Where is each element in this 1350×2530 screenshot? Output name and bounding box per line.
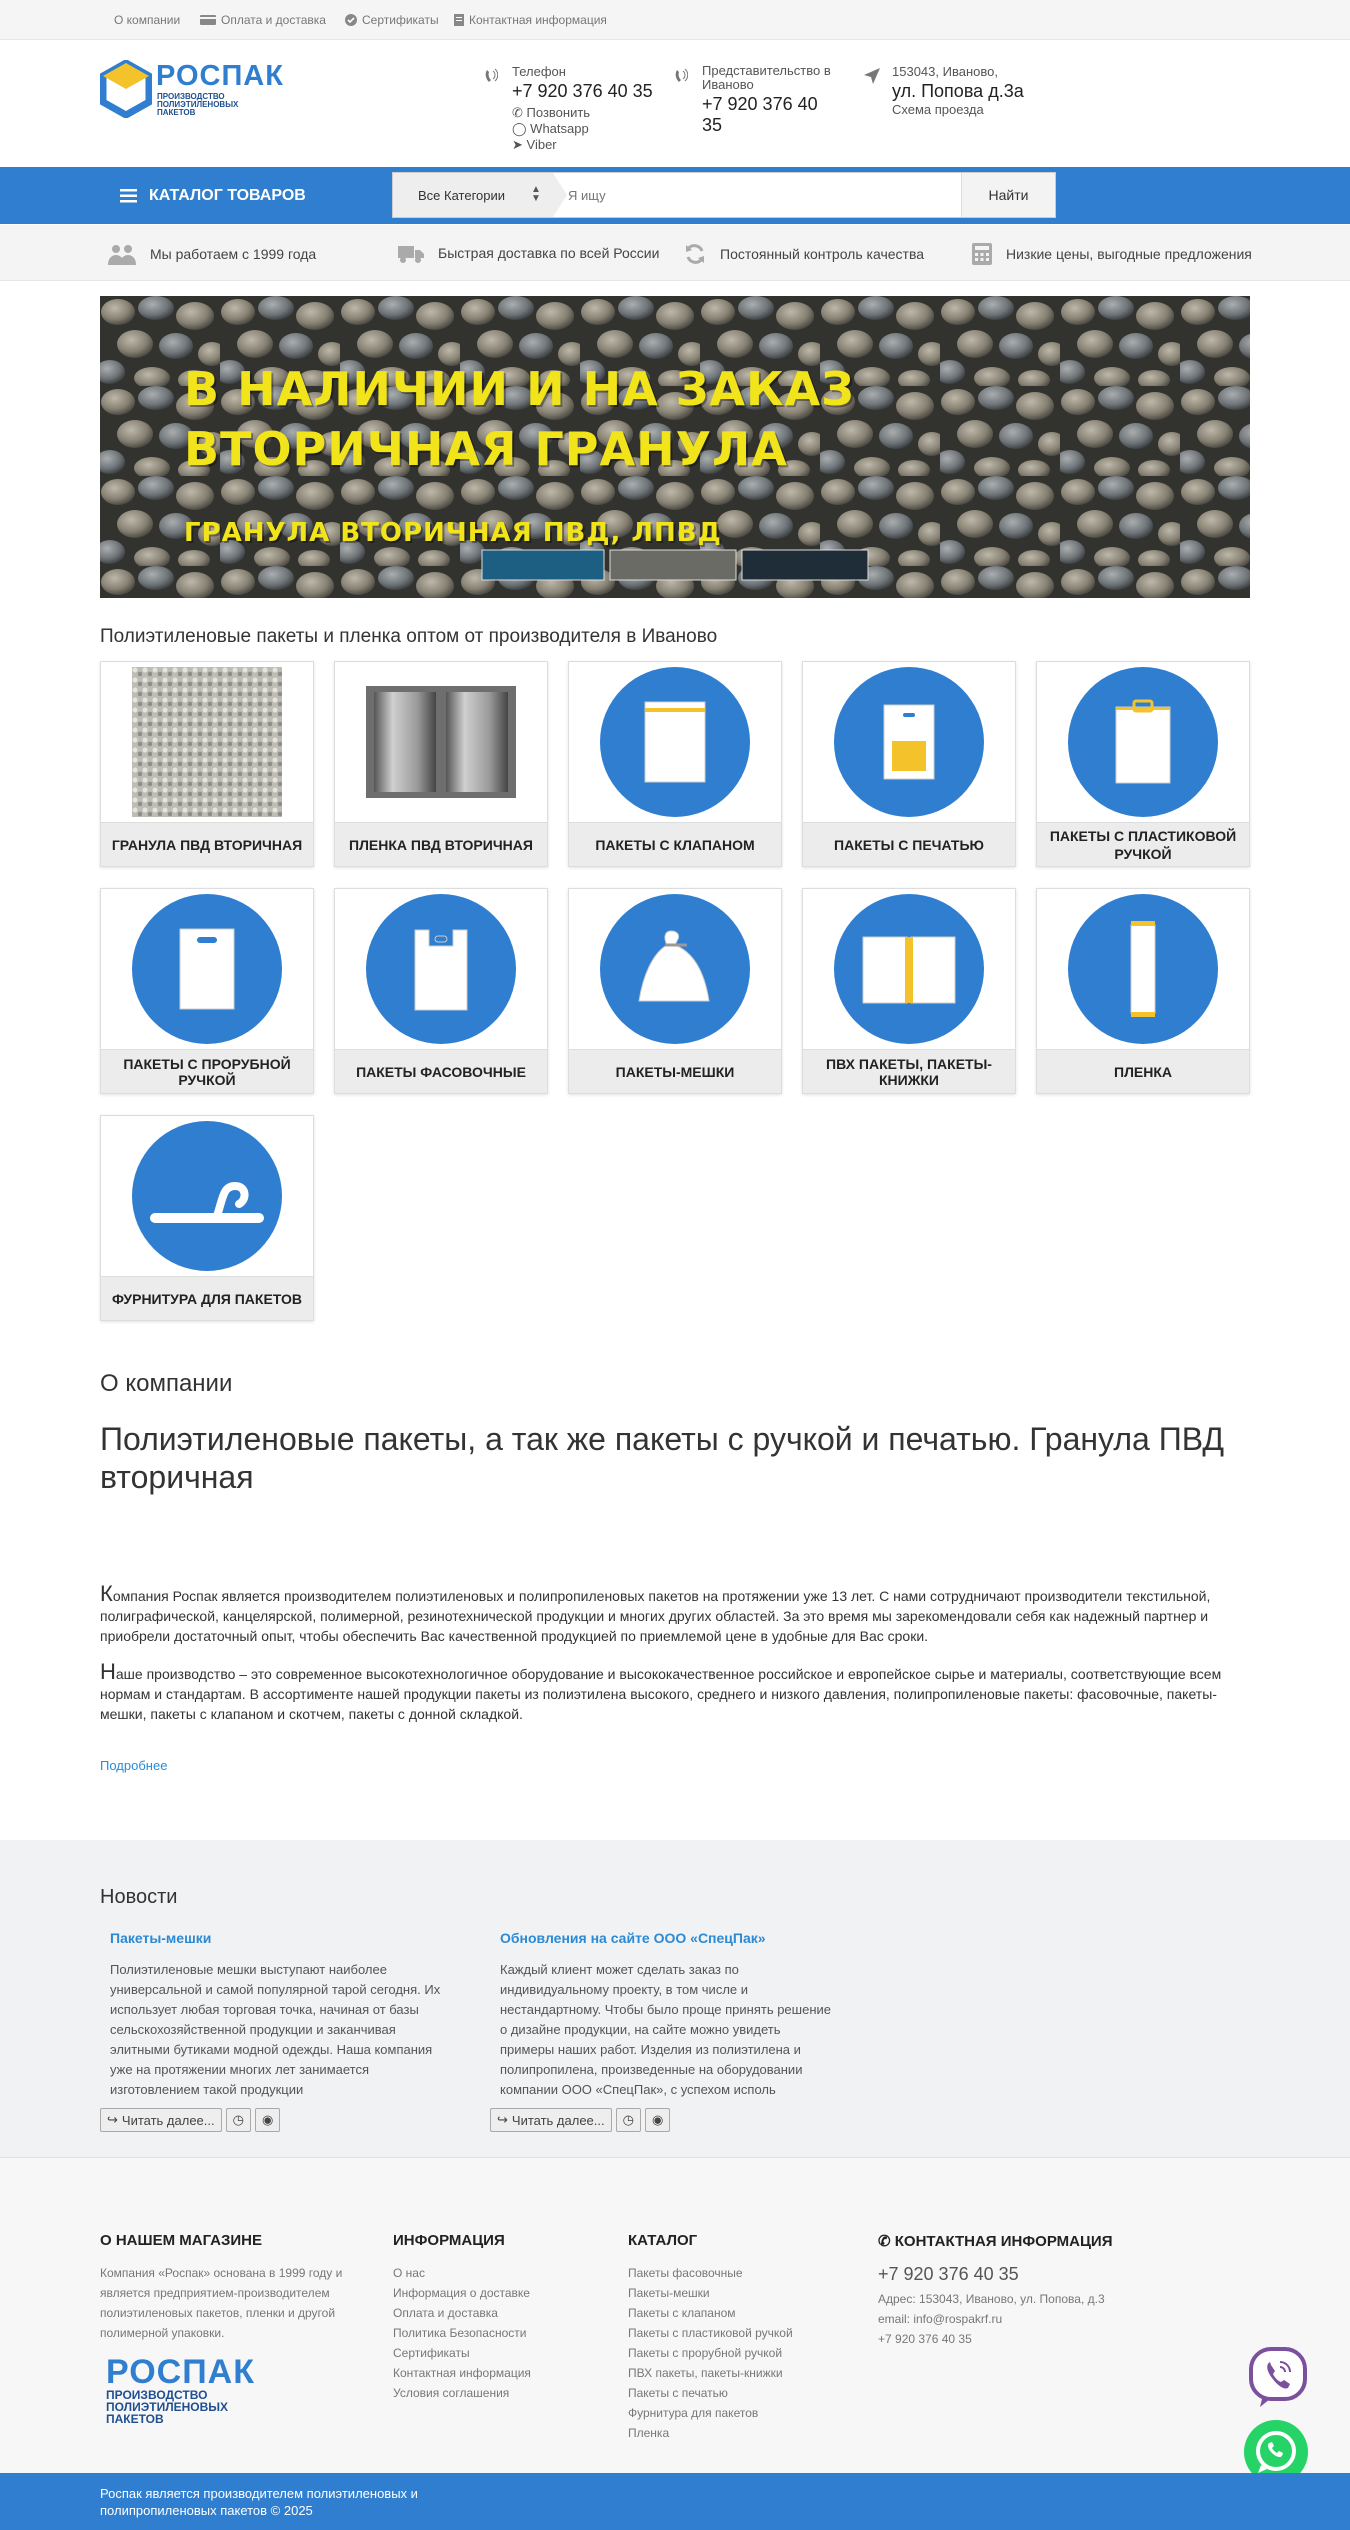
valve-bag-icon xyxy=(643,700,707,784)
feature-delivery-label: Быстрая доставка по всей России xyxy=(438,245,660,261)
date-button[interactable] xyxy=(226,2108,251,2132)
rep-label: Представительство в Иваново xyxy=(702,63,831,92)
news-section xyxy=(0,1840,1350,2158)
footer-catalog-link[interactable]: Пакеты с пластиковой ручкой xyxy=(628,2326,793,2340)
footer-logo-text: РОСПАК xyxy=(106,2353,255,2391)
dropcap-n: Н xyxy=(100,1659,116,1684)
whatsapp-link[interactable]: ◯ Whatsapp xyxy=(512,121,589,136)
header-phone-block xyxy=(484,64,653,153)
viber-float-button[interactable] xyxy=(1248,2346,1308,2408)
catalog-card-label: ПАКЕТЫ С ПЛАСТИКОВОЙ РУЧКОЙ xyxy=(1037,822,1249,866)
updown-chevron-icon: ▲ ▼ xyxy=(531,184,541,204)
phone-wave-icon xyxy=(674,68,688,84)
top-bar xyxy=(0,0,1350,40)
catalog-card-label: ПЛЕНКА ПВД ВТОРИЧНАЯ xyxy=(335,822,547,866)
about-subtitle: Полиэтиленовые пакеты, а так же пакеты с ручкой и печатью. Гранула ПВД вторичная xyxy=(100,1421,1224,1495)
footer-info-column xyxy=(393,2232,531,2403)
catalog-card-label: ПАКЕТЫ С ПЕЧАТЬЮ xyxy=(803,822,1015,866)
clock-icon: ◷ xyxy=(232,2112,244,2127)
catalog-card-cutout-handle[interactable] xyxy=(100,888,314,1094)
footer-catalog-link[interactable]: Пленка xyxy=(628,2426,670,2440)
catalog-card-label: ПАКЕТЫ С КЛАПАНОМ xyxy=(569,822,781,866)
feature-delivery xyxy=(398,243,659,263)
banner-headline-1: В НАЛИЧИИ И НА ЗАКАЗ xyxy=(184,362,855,416)
header-address-block xyxy=(864,64,1024,117)
news-item-actions xyxy=(100,2108,280,2132)
footer-contact-address: Адрес: 153043, Иваново, ул. Попова, д.3 xyxy=(878,2292,1105,2306)
feature-since-1999-label: Мы работаем с 1999 года xyxy=(150,246,317,262)
calculator-icon xyxy=(972,243,992,265)
footer-catalog-link[interactable]: Пакеты-мешки xyxy=(628,2286,710,2300)
call-link-label: Позвонить xyxy=(526,105,591,120)
site-logo[interactable] xyxy=(100,60,284,118)
views-button[interactable] xyxy=(255,2108,280,2132)
about-title: О компании xyxy=(100,1370,233,1397)
route-link[interactable]: Схема проезда xyxy=(892,102,984,117)
catalog-card-valve-bags[interactable] xyxy=(568,661,782,867)
viber-link[interactable]: ➤ Viber xyxy=(512,137,557,152)
phone-wave-icon xyxy=(484,68,498,84)
logo-hexagon-icon xyxy=(100,60,152,118)
select-arrow-shape xyxy=(553,173,567,217)
about-paragraph-1 xyxy=(100,1581,1250,1646)
check-circle-icon xyxy=(345,14,357,26)
catalog-card-film[interactable] xyxy=(1036,888,1250,1094)
catalog-card-label: ПАКЕТЫ С ПРОРУБНОЙ РУЧКОЙ xyxy=(101,1049,313,1093)
document-icon xyxy=(454,14,464,26)
about-paragraph-2-text: аше производство – это современное высокотехнологичное оборудование и высококачественное российское и европейское сырье и материалы, соответствующие всем нормам и стандартам. В ассортименте нашей продукции пакеты из полиэтилена высокого, среднего и низкого давления, полипропиленовые пакеты: фасовочные, пакеты-мешки, пакеты с клапаном и скотчем, пакеты с донной складкой. xyxy=(100,1666,1222,1722)
read-more-button[interactable] xyxy=(490,2108,612,2132)
footer-info-link[interactable]: Политика Безопасности xyxy=(393,2326,527,2340)
footer-info-link[interactable]: Сертификаты xyxy=(393,2346,470,2360)
catalog-card-packing-bags[interactable] xyxy=(334,888,548,1094)
catalog-card-sacks[interactable] xyxy=(568,888,782,1094)
truck-icon xyxy=(398,243,424,263)
printed-bag-icon xyxy=(882,703,936,781)
date-button[interactable] xyxy=(616,2108,641,2132)
sack-icon xyxy=(631,927,719,1011)
copyright-bar xyxy=(0,2473,1350,2530)
phone-label: Телефон xyxy=(512,64,566,79)
top-link-payment-label: Оплата и доставка xyxy=(221,13,326,27)
footer-info-link[interactable]: Условия соглашения xyxy=(393,2386,510,2400)
news-item-text: Полиэтиленовые мешки выступают наиболее универсальной и самой популярной тарой сегодня. Их использует любая торговая точка, начиная от базы сельскохозяйственной продукции и заканчивая элитными бутиками модной одежды. Наша компания уже на протяжении многих лет занимается изготовлением такой продукции xyxy=(110,1962,441,2097)
footer-info-link[interactable]: Информация о доставке xyxy=(393,2286,530,2300)
about-paragraph-1-text: омпания Роспак является производителем полиэтиленовых и полипропиленовых пакетов на протяжении уже 13 лет. С нами сотрудничают производители текстильной, полиграфической, канцелярской, полимерной, резинотехнической продукции и многих других областей. За это время мы зарекомендовали себя как надежный партнер и приобрели достаточный опыт, чтобы обеспечить Вас качественной продукцией по приемлемой цене в удобные для Вас сроки. xyxy=(100,1588,1211,1644)
news-item-title[interactable]: Пакеты-мешки xyxy=(110,1930,212,1946)
catalog-menu-label: КАТАЛОГ ТОВАРОВ xyxy=(149,186,306,204)
news-item xyxy=(100,1930,445,2100)
views-button[interactable] xyxy=(645,2108,670,2132)
top-link-certs[interactable] xyxy=(345,13,439,27)
footer-catalog-column xyxy=(628,2232,793,2443)
footer-info-link[interactable]: О нас xyxy=(393,2266,425,2280)
catalog-card-print-bags[interactable] xyxy=(802,661,1016,867)
news-item xyxy=(490,1930,835,2100)
news-item-text: Каждый клиент может сделать заказ по индивидуальному проекту, в том числе и нестандартному. Чтобы было проще принять решение о дизайне продукции, на сайте можно увидеть примеры наших работ. Изделия из полиэтилена и полипропилена, произведенные на оборудовании компании ООО «СпецПак», с успехом исполь xyxy=(500,1962,831,2097)
film-rolls-photo xyxy=(366,686,516,798)
catalog-card-label: ФУРНИТУРА ДЛЯ ПАКЕТОВ xyxy=(101,1276,313,1320)
footer-catalog-link[interactable]: Пакеты с печатью xyxy=(628,2386,728,2400)
location-arrow-icon xyxy=(864,68,880,84)
users-icon xyxy=(108,243,136,265)
feature-since-1999 xyxy=(108,243,316,265)
footer-logo-subtitle: ПРОИЗВОДСТВО ПОЛИЭТИЛЕНОВЫХ ПАКЕТОВ xyxy=(106,2388,229,2426)
footer-about-text: Компания «Роспак» основана в 1999 году и является предприятием-производителем полиэтиленовых пакетов, пленки и другой полимерной упаковки. xyxy=(100,2266,343,2340)
share-arrow-icon: ↪ xyxy=(497,2112,508,2127)
footer-logo xyxy=(106,2355,345,2425)
catalog-section-title: Полиэтиленовые пакеты и пленка оптом от производителя в Иваново xyxy=(100,626,718,647)
feature-quality xyxy=(684,243,924,265)
logo-text: РОСПАК xyxy=(156,60,284,92)
footer-catalog-link[interactable]: Пакеты фасовочные xyxy=(628,2266,743,2280)
catalog-card-granule[interactable] xyxy=(100,661,314,867)
catalog-card-fittings[interactable] xyxy=(100,1115,314,1321)
search-button-label: Найти xyxy=(988,187,1029,203)
call-link[interactable]: ✆ Позвонить xyxy=(512,105,591,120)
plastic-handle-bag-icon xyxy=(1112,699,1174,785)
read-more-label: Читать далее... xyxy=(511,2112,605,2128)
catalog-card-label: ПЛЕНКА xyxy=(1037,1049,1249,1093)
footer-info-link[interactable]: Оплата и доставка xyxy=(393,2306,498,2320)
promo-banner[interactable] xyxy=(100,296,1250,598)
catalog-card-label: ПАКЕТЫ ФАСОВОЧНЫЕ xyxy=(335,1049,547,1093)
top-link-certs-label: Сертификаты xyxy=(362,13,439,27)
viber-link-label: Viber xyxy=(526,137,557,152)
top-link-payment[interactable] xyxy=(200,13,326,27)
banner-headline-2: ВТОРИЧНАЯ ГРАНУЛА xyxy=(184,422,788,476)
search-input[interactable] xyxy=(568,173,968,217)
logo-subtitle: ПРОИЗВОДСТВО ПОЛИЭТИЛЕНОВЫХ ПАКЕТОВ xyxy=(157,92,239,117)
about-paragraph-2 xyxy=(100,1659,1250,1724)
hanger-hook-icon xyxy=(147,1166,267,1226)
catalog-card-pvc-bags[interactable] xyxy=(802,888,1016,1094)
catalog-card-plastic-handle[interactable] xyxy=(1036,661,1250,867)
about-more-link[interactable]: Подробнее xyxy=(100,1758,168,1773)
catalog-card-label: ПАКЕТЫ-МЕШКИ xyxy=(569,1049,781,1093)
category-select-value: Все Категории xyxy=(418,187,506,203)
phone-icon: ✆ xyxy=(878,2233,891,2250)
header-rep-block xyxy=(674,64,842,136)
granule-photo xyxy=(132,667,282,817)
eye-icon: ◉ xyxy=(261,2112,274,2127)
read-more-label: Читать далее... xyxy=(121,2112,215,2128)
dropcap-k: К xyxy=(100,1581,113,1606)
feature-prices xyxy=(972,243,1252,265)
film-roll-icon xyxy=(1125,919,1161,1019)
footer-catalog-link[interactable]: Пакеты с клапаном xyxy=(628,2306,736,2320)
footer-catalog-link[interactable]: ПВХ пакеты, пакеты-книжки xyxy=(628,2366,783,2380)
catalog-menu-button[interactable] xyxy=(120,167,306,224)
footer-contact-phone-2[interactable]: +7 920 376 40 35 xyxy=(878,2332,972,2346)
cutout-handle-bag-icon xyxy=(178,927,236,1011)
top-link-about[interactable] xyxy=(114,13,180,27)
footer-contact-phone[interactable]: +7 920 376 40 35 xyxy=(878,2264,1019,2284)
news-item-title[interactable]: Обновления на сайте ООО «СпецПак» xyxy=(500,1930,766,1946)
share-arrow-icon: ↪ xyxy=(107,2112,118,2127)
footer-contact-email[interactable]: email: info@rospakrf.ru xyxy=(878,2312,1003,2326)
viber-icon xyxy=(1248,2346,1308,2408)
refresh-icon xyxy=(684,243,706,265)
features-strip xyxy=(0,225,1350,281)
card-icon xyxy=(200,15,216,25)
news-item-actions xyxy=(490,2108,670,2132)
rep-phone[interactable]: +7 920 376 40 35 xyxy=(702,94,818,135)
footer-contact-title xyxy=(878,2232,1128,2250)
top-link-contacts[interactable] xyxy=(454,13,607,27)
footer-about-title: О НАШЕМ МАГАЗИНЕ xyxy=(100,2232,262,2249)
read-more-button[interactable] xyxy=(100,2108,222,2132)
footer-info-title: ИНФОРМАЦИЯ xyxy=(393,2232,505,2249)
catalog-card-film-pvd[interactable] xyxy=(334,661,548,867)
pvc-book-bag-icon xyxy=(861,933,957,1005)
category-select[interactable] xyxy=(393,173,553,217)
catalog-card-label: ПВХ ПАКЕТЫ, ПАКЕТЫ-КНИЖКИ xyxy=(803,1049,1015,1093)
top-link-about-label: О компании xyxy=(114,13,181,27)
search-button[interactable] xyxy=(961,173,1055,217)
address-street: ул. Попова д.3а xyxy=(892,81,1024,101)
feature-prices-label: Низкие цены, выгодные предложения xyxy=(1006,246,1252,262)
footer-contact-column xyxy=(878,2232,1128,2349)
address-line: 153043, Иваново, xyxy=(892,64,998,79)
catalog-card-label: ГРАНУЛА ПВД ВТОРИЧНАЯ xyxy=(101,822,313,866)
phone-number[interactable]: +7 920 376 40 35 xyxy=(512,81,653,101)
eye-icon: ◉ xyxy=(651,2112,664,2127)
footer-catalog-link[interactable]: Пакеты с прорубной ручкой xyxy=(628,2346,783,2360)
footer-about-column xyxy=(100,2232,345,2425)
footer-catalog-title: КАТАЛОГ xyxy=(628,2232,698,2249)
banner-subline: ГРАНУЛА ВТОРИЧНАЯ ПВД, ЛПВД xyxy=(184,518,722,548)
tshirt-bag-icon xyxy=(411,926,471,1012)
footer-contact-title-text: КОНТАКТНАЯ ИНФОРМАЦИЯ xyxy=(894,2233,1113,2250)
search-bar xyxy=(392,172,1056,218)
footer-info-link[interactable]: Контактная информация xyxy=(393,2366,531,2380)
whatsapp-link-label: Whatsapp xyxy=(530,121,589,136)
top-link-contacts-label: Контактная информация xyxy=(469,13,607,27)
hamburger-icon xyxy=(120,189,137,203)
feature-quality-label: Постоянный контроль качества xyxy=(720,246,925,262)
copyright-text: Роспак является производителем полиэтиленовых и полипропиленовых пакетов © 2025 xyxy=(100,2486,418,2518)
news-title: Новости xyxy=(100,1886,178,1908)
clock-icon: ◷ xyxy=(622,2112,634,2127)
footer-catalog-link[interactable]: Фурнитура для пакетов xyxy=(628,2406,759,2420)
